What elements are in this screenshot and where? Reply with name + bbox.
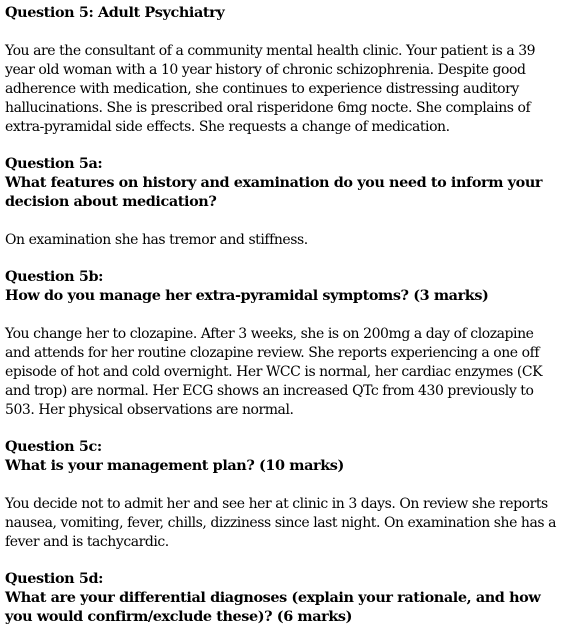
case-intro-paragraph: You are the consultant of a community mental health clinic. Your patient is a 39 year old woman with a 10 year history of chronic schizophrenia. Despite good adherence with medication, she continues to experience distressing auditory hallucinations. She is prescribed oral risperidone 6mg nocte. She complains of extra-pyramidal side effects. She requests a change of medication. — [5, 43, 536, 135]
question-5b-label: Question 5b: — [5, 268, 104, 285]
document-page — [5, 3, 559, 626]
question-5d-label: Question 5d: — [5, 570, 104, 587]
question-5d-text: What are your differential diagnoses (explain your rationale, and how you would confirm/exclude these)? (6 marks) — [5, 589, 541, 625]
question-5c-label: Question 5c: — [5, 438, 102, 455]
question-5a-text: What features on history and examination do you need to inform your decision about medication? — [5, 174, 543, 210]
question-5c-text: What is your management plan? (10 marks) — [5, 457, 344, 474]
question-5a-label: Question 5a: — [5, 155, 103, 172]
question-5b-text: How do you manage her extra-pyramidal symptoms? (3 marks) — [5, 287, 489, 304]
document-title: Question 5: Adult Psychiatry — [5, 4, 225, 21]
question-5a-followup: On examination she has tremor and stiffness. — [5, 232, 308, 248]
question-5c-followup: You decide not to admit her and see her at clinic in 3 days. On review she reports nausea, vomiting, fever, chills, dizziness since last night. On examination she has a fever and is tachycardic. — [5, 496, 557, 550]
question-5b-followup: You change her to clozapine. After 3 weeks, she is on 200mg a day of clozapine and attends for her routine clozapine review. She reports experiencing a one off episode of hot and cold overnight. Her WCC is normal, her cardiac enzymes (CK and trop) are normal. Her ECG shows an increased QTc from 430 previously to 503. Her physical observations are normal. — [5, 326, 543, 418]
